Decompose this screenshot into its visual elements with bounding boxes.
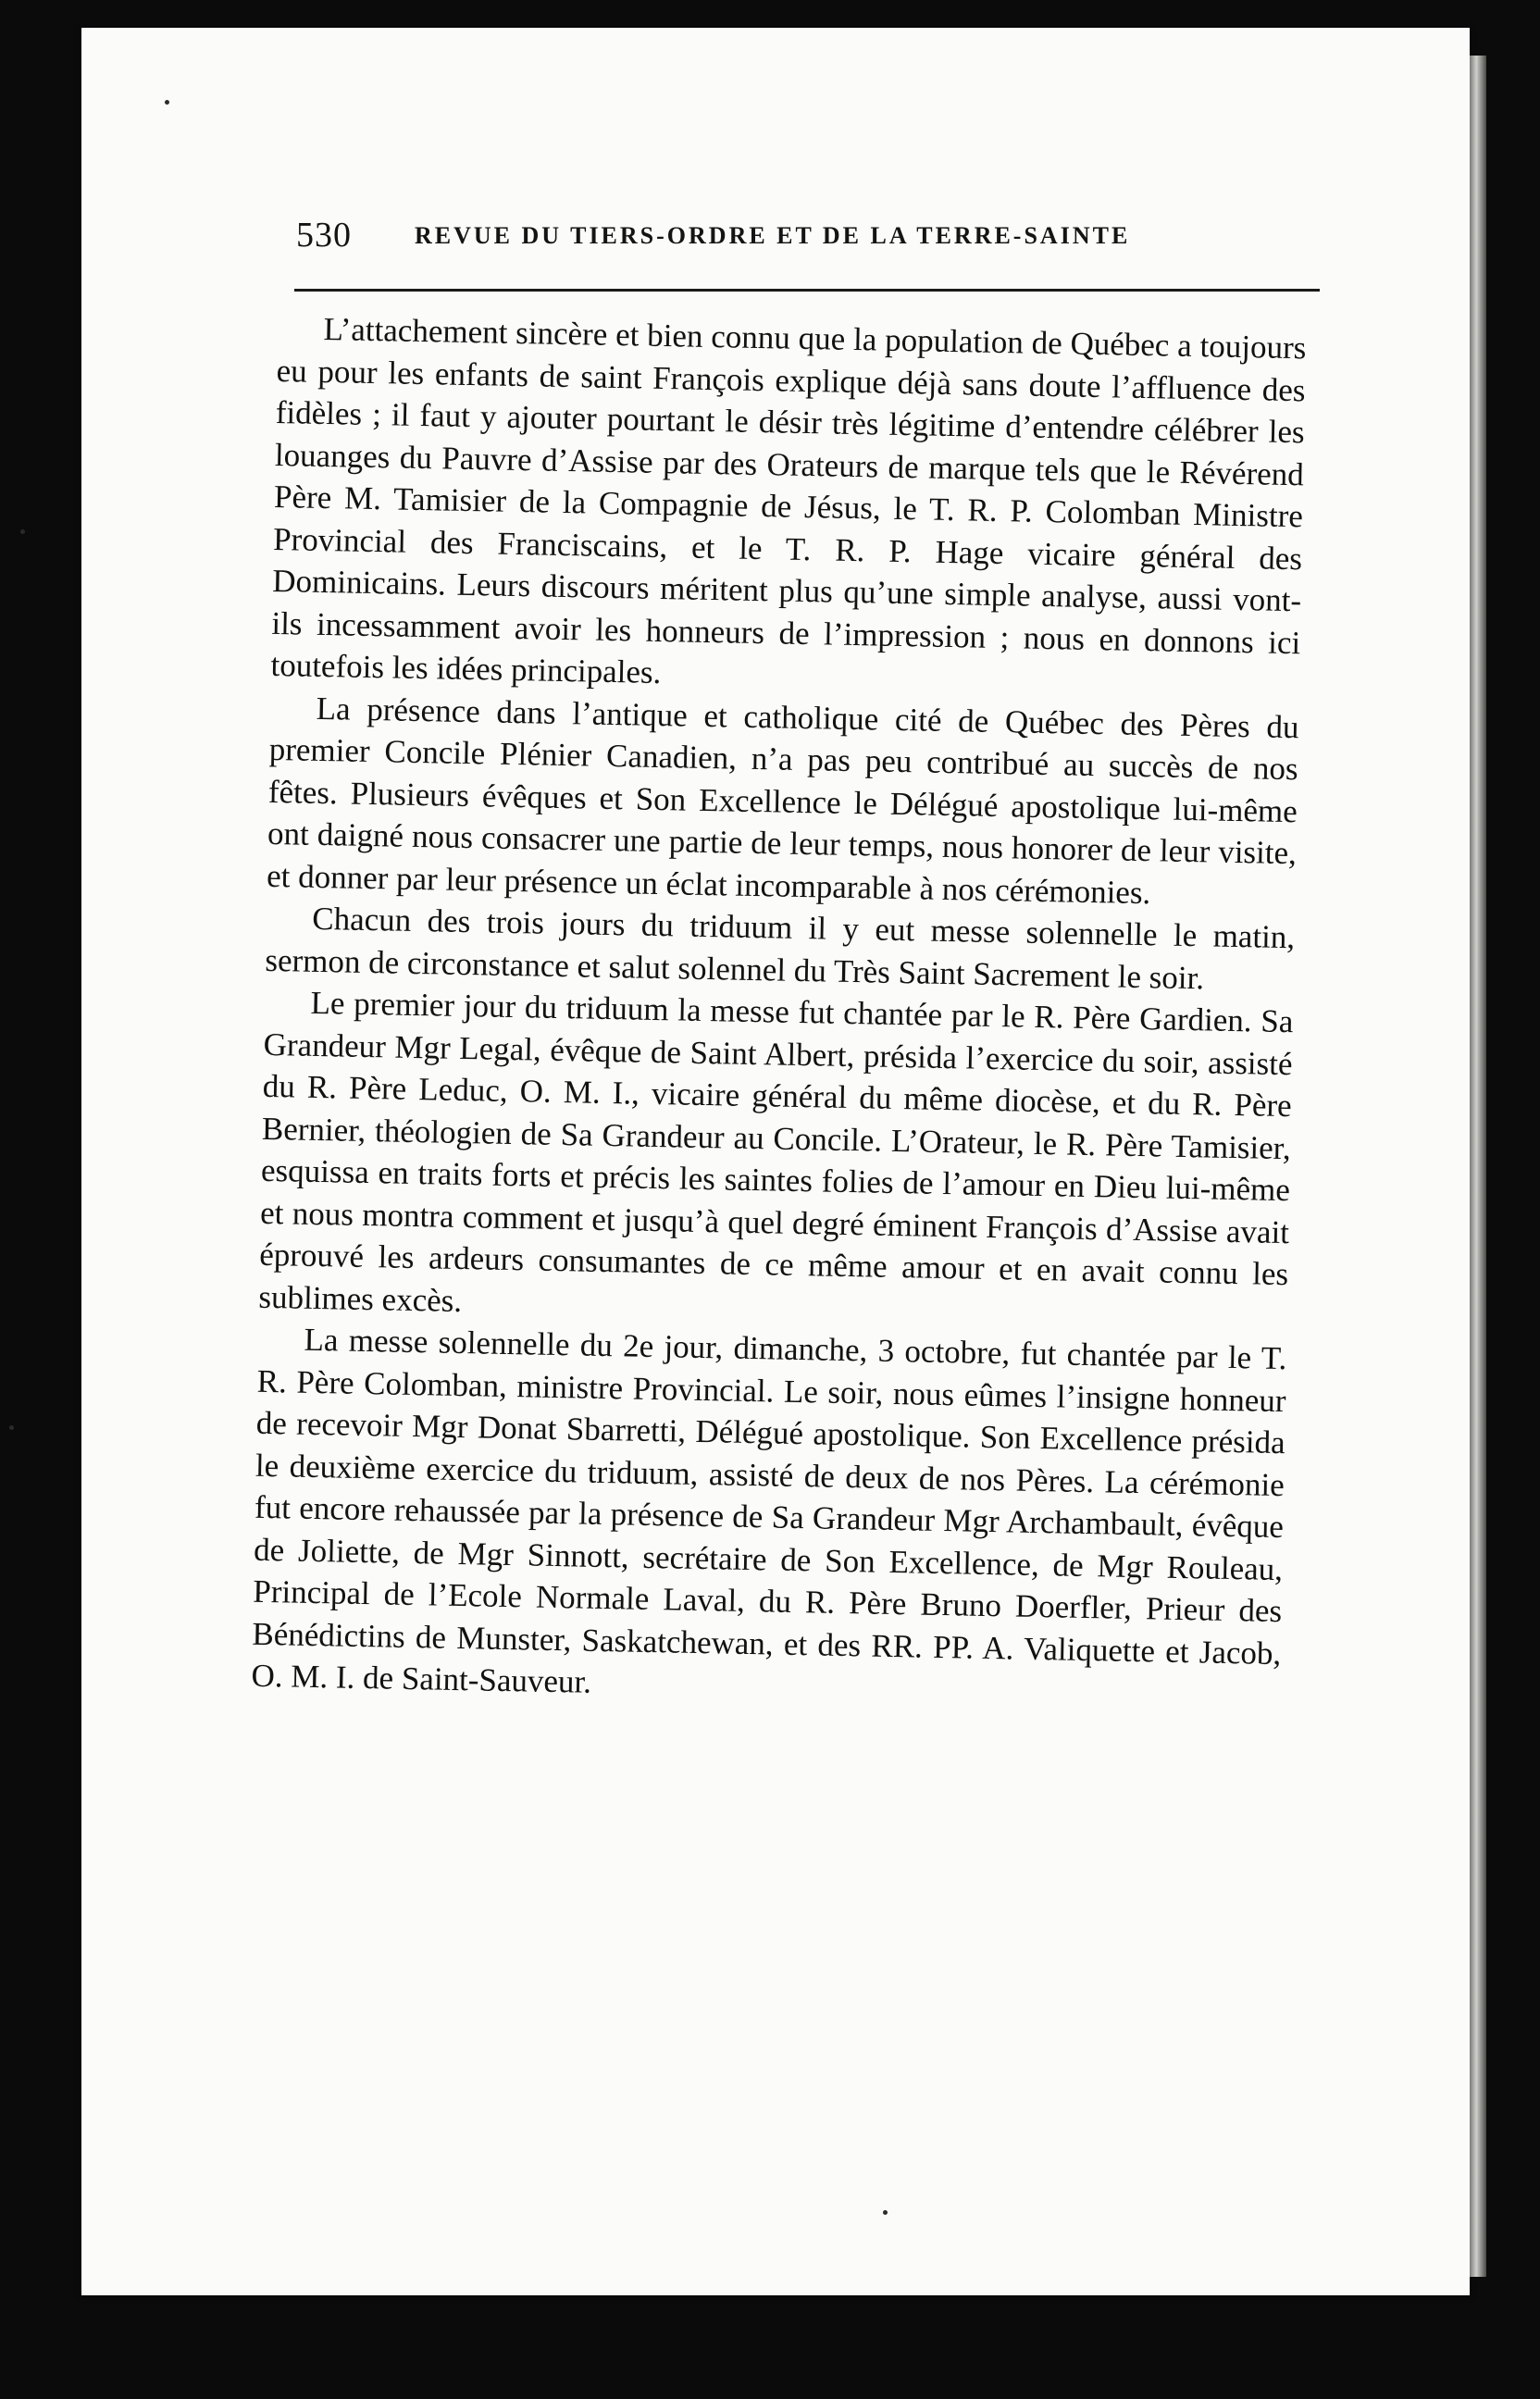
- dust-speck: [165, 100, 169, 105]
- header-rule: [294, 289, 1320, 292]
- page-header: [296, 215, 1323, 270]
- paragraph: La présence dans l’antique et catholique cité de Québec des Pères du premier Concile Plénier Canadien, n’a pas peu contribué au succès de nos fêtes. Plusieurs évêques et Son Excellence le Délégué apostolique lui-même ont daigné nous consacrer une partie de leur temps, nous honorer de leur visite, et donner par leur présence un éclat incomparable à nos cérémonies.: [266, 690, 1299, 911]
- page-number: 530: [296, 216, 352, 255]
- paragraph: Chacun des trois jours du triduum il y eut messe solennelle le matin, sermon de circonstance et salut solennel du Très Saint Sacrement le soir.: [265, 900, 1296, 996]
- paragraph: L’attachement sincère et bien connu que la population de Québec a toujours eu pour les enfants de saint François explique déjà sans doute l’affluence des fidèles ; il faut y ajouter pourtant le désir très légitime d’entendre célébrer les louanges du Pauvre d’Assise par des Orateurs de marque tels que le Révérend Père M. Tamisier de la Compagnie de Jésus, le T. R. P. Colomban Ministre Provincial des Franciscains, et le T. R. P. Hage vicaire général des Dominicains. Leurs discours méritent plus qu’une simple analyse, aussi vont-ils incessamment avoir les honneurs de l’impression ; nous en donnons ici toutefois les idées principales.: [270, 310, 1307, 691]
- dust-speck: [883, 2210, 888, 2215]
- page-edge-shadow: [1470, 56, 1486, 2277]
- dust-speck: [9, 1425, 14, 1430]
- running-title: REVUE DU TIERS-ORDRE ET DE LA TERRE-SAINTE: [415, 222, 1131, 249]
- article-body: [251, 307, 1307, 1717]
- paragraph: Le premier jour du triduum la messe fut chantée par le R. Père Gardien. Sa Grandeur Mgr Legal, évêque de Saint Albert, présida l’exercice du soir, assisté du R. Père Leduc, O. M. I., vicaire général du même diocèse, et du R. Père Bernier, théologien de Sa Grandeur au Concile. L’Orateur, le R. Père Tamisier, esquissa en traits forts et précis les saintes folies de l’amour en Dieu lui-même et nous montra comment et jusqu’à quel degré éminent François d’Assise avait éprouvé les ardeurs consumantes de ce même amour et en avait connu les sublimes excès.: [258, 984, 1294, 1319]
- dust-speck: [20, 529, 25, 534]
- paragraph: La messe solennelle du 2e jour, dimanche, 3 octobre, fut chantée par le T. R. Père Colomban, ministre Provincial. Le soir, nous eûmes l’insigne honneur de recevoir Mgr Donat Sbarretti, Délégué apostolique. Son Excellence présida le deuxième exercice du triduum, assisté de deux de nos Pères. La cérémonie fut encore rehaussée par la présence de Sa Grandeur Mgr Archambault, évêque de Joliette, de Mgr Sinnott, secrétaire de Son Excellence, de Mgr Rouleau, Principal de l’Ecole Normale Laval, du R. Père Bruno Doerfler, Prieur des Bénédictins de Munster, Saskatchewan, et des RR. PP. A. Valiquette et Jacob, O. M. I. de Saint-Sauveur.: [251, 1321, 1287, 1700]
